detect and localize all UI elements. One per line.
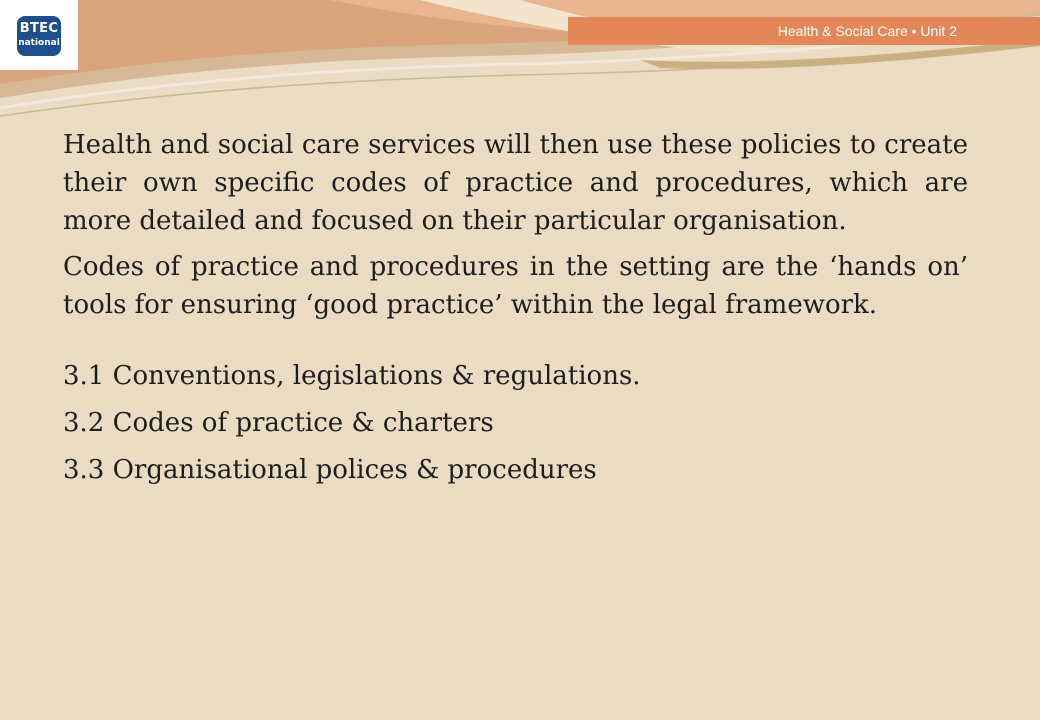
paragraph-codes: Codes of practice and procedures in the setting are the ‘hands on’ tools for ensuring ‘good practice’ within the legal framework. xyxy=(63,252,968,320)
paragraph-intro: Health and social care services will then use these policies to create their own specific codes of practice and procedures, which are more detailed and focused on their particular organisation. xyxy=(63,130,968,236)
logo-main-text: BTEC xyxy=(19,21,59,36)
logo-container xyxy=(0,0,78,70)
header-separator: • xyxy=(911,23,917,39)
header-course: Health & Social Care xyxy=(777,23,908,39)
logo-sub-text: national xyxy=(18,38,60,48)
slide-content xyxy=(63,126,968,486)
section-item-3-2: 3.2 Codes of practice & charters xyxy=(63,408,494,438)
section-item-3-3: 3.3 Organisational polices & procedures xyxy=(63,455,597,485)
section-item-3-1: 3.1 Conventions, legislations & regulations. xyxy=(63,361,641,391)
btec-logo xyxy=(17,16,61,56)
header-text xyxy=(778,17,957,45)
header-band xyxy=(568,17,1040,45)
header-unit: Unit 2 xyxy=(920,23,957,39)
section-list xyxy=(63,360,968,486)
